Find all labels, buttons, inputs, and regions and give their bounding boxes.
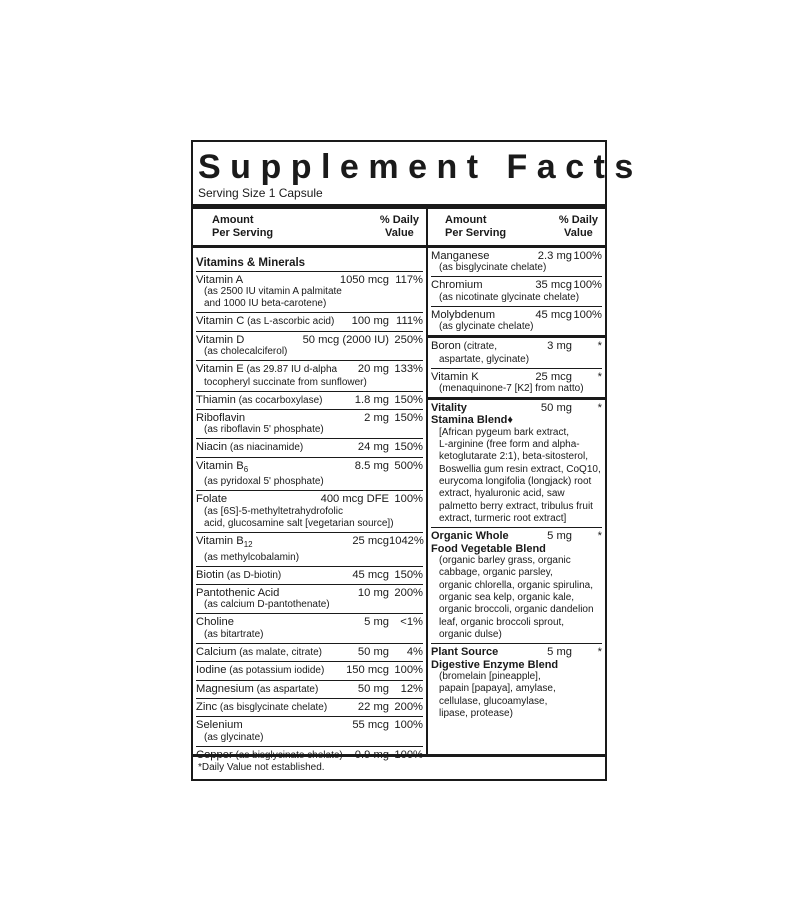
nutrient-dv: * <box>597 370 602 383</box>
blend-dv: * <box>597 402 602 415</box>
nutrient-label: Chromium <box>431 279 483 292</box>
blend-ingredient-line: cellulase, glucoamylase, <box>439 695 548 707</box>
footnote: *Daily Value not established. <box>198 762 325 773</box>
nutrient-dv: 4% <box>406 645 423 658</box>
nutrient-source: tocopheryl succinate from sunflower) <box>204 376 367 388</box>
nutrient-row <box>431 369 602 397</box>
blends <box>431 400 602 722</box>
nutrient-name <box>196 315 352 328</box>
blend-ingredient-line: leaf, organic broccoli sprout, <box>439 616 565 628</box>
nutrient-label: Vitamin A <box>196 274 244 286</box>
nutrient-line <box>196 646 423 659</box>
nutrient-amount: 2.3 mg <box>537 250 572 262</box>
nutrient-label: Riboflavin <box>196 412 246 425</box>
blend-ingredient-line: extract, hyaluronic acid, saw <box>439 488 565 500</box>
nutrient-row <box>196 491 423 532</box>
nutrient-row <box>196 313 423 331</box>
nutrient-dv: 100% <box>394 719 423 732</box>
nutrient-dv: 150% <box>394 568 423 581</box>
nutrient-note: (as cocarboxylase) <box>235 394 323 406</box>
nutrient-dv: 111% <box>396 315 423 328</box>
nutrient-amount: 20 mg <box>357 363 389 376</box>
nutrient-name <box>196 664 346 677</box>
nutrient-name <box>196 616 364 628</box>
nutrient-dv: 200% <box>394 586 423 599</box>
blend-name: Organic Whole <box>431 530 509 543</box>
nutrient-subscript: 6 <box>243 465 249 475</box>
nutrient-line <box>196 569 423 582</box>
nutrient-line <box>196 664 423 677</box>
nutrient-label: Molybdenum <box>431 308 496 321</box>
left-rows <box>196 272 423 764</box>
nutrient-dv: 150% <box>394 412 423 425</box>
nutrient-label: Vitamin B <box>196 459 244 472</box>
nutrient-line <box>431 340 602 353</box>
nutrient-amount: 35 mcg <box>535 279 572 292</box>
nutrient-row <box>196 533 423 567</box>
nutrient-note: (as malate, citrate) <box>236 646 323 658</box>
blend-ingredient-line: organic dulse) <box>439 628 502 640</box>
nutrient-dv: 133% <box>394 363 423 376</box>
nutrient-note: (as potassium iodide) <box>226 665 325 677</box>
nutrient-line <box>431 371 602 383</box>
nutrient-dv: 12% <box>400 682 423 695</box>
nutrient-amount: 25 mcg <box>352 534 389 547</box>
nutrient-row <box>196 332 423 361</box>
nutrient-label: Selenium <box>196 719 243 732</box>
nutrient-dv: 100% <box>394 493 423 506</box>
nutrient-line <box>196 334 423 346</box>
nutrient-line <box>196 683 423 696</box>
blend-name-line2: Stamina Blend♦ <box>431 414 514 427</box>
nutrient-amount: 50 mcg (2000 IU) <box>302 333 389 346</box>
blend-name: Vitality <box>431 402 467 415</box>
nutrient-dv: <1% <box>400 616 423 629</box>
nutrient-dv: 1042% <box>389 534 424 547</box>
blend-row <box>431 400 602 528</box>
nutrient-row <box>196 272 423 313</box>
nutrient-line <box>196 460 423 477</box>
nutrient-row <box>196 458 423 492</box>
nutrient-label: Choline <box>196 616 234 629</box>
nutrient-dv: 200% <box>394 700 423 713</box>
nutrient-row <box>431 277 602 306</box>
nutrient-line <box>196 412 423 424</box>
nutrient-amount: 2 mg <box>364 412 389 425</box>
nutrient-line <box>196 587 423 599</box>
nutrient-dv: 100% <box>573 250 602 262</box>
column-header: Amount Per Serving % Daily Value <box>212 214 419 239</box>
nutrient-label: Folate <box>196 493 228 506</box>
nutrient-line <box>196 441 423 454</box>
nutrient-name <box>431 371 535 383</box>
nutrient-amount: 10 mg <box>357 586 389 599</box>
nutrient-subscript: 12 <box>243 540 253 550</box>
blend-dv: * <box>597 646 602 659</box>
nutrient-name <box>431 279 535 291</box>
nutrient-line <box>431 279 602 291</box>
nutrient-name <box>196 535 352 552</box>
nutrient-row <box>431 307 602 335</box>
nutrient-label: Pantothenic Acid <box>196 586 280 599</box>
blend-ingredient-line: eurycoma longifolia (longjack) root <box>439 476 592 488</box>
nutrient-name <box>431 309 535 321</box>
nutrient-line <box>196 535 423 552</box>
nutrient-name <box>196 719 352 731</box>
nutrient-dv: 150% <box>394 393 423 406</box>
nutrient-line <box>196 701 423 714</box>
nutrient-name <box>196 493 321 505</box>
column-header-right: Amount Per Serving % Daily Value <box>445 214 598 239</box>
nutrient-note: (as bisglycinate chelate) <box>217 701 328 713</box>
nutrient-line <box>196 616 423 628</box>
nutrient-dv: 100% <box>394 664 423 677</box>
blend-ingredient-line: (bromelain [pineapple], <box>439 670 541 682</box>
right-column <box>428 209 605 754</box>
blend-ingredient-line: lipase, protease) <box>439 707 513 719</box>
blend-line <box>431 646 602 658</box>
nutrient-row <box>196 392 423 410</box>
nutrient-source: aspartate, glycinate) <box>439 353 530 365</box>
nutrient-amount: 1050 mcg <box>339 274 389 286</box>
nutrient-dv: 250% <box>394 333 423 346</box>
section-heading: Vitamins & Minerals <box>196 248 423 272</box>
blend-ingredient-line: papain [papaya], amylase, <box>439 683 556 695</box>
blend-ingredient-line: extract, turmeric root extract] <box>439 512 567 524</box>
nutrient-label: Zinc <box>196 700 218 713</box>
nutrient-label: Niacin <box>196 441 228 454</box>
nutrient-amount: 50 mg <box>357 645 389 658</box>
nutrient-row <box>196 717 423 746</box>
blend-ingredient-line: cabbage, organic parsley, <box>439 567 553 579</box>
nutrient-amount: 45 mcg <box>535 308 572 321</box>
nutrient-line <box>431 309 602 321</box>
nutrient-name <box>431 250 538 262</box>
nutrient-label: Magnesium <box>196 682 254 695</box>
blend-ingredient-line: organic chlorella, organic spirulina, <box>439 579 593 591</box>
nutrient-label: Iodine <box>196 664 227 677</box>
nutrient-note: (as niacinamide) <box>227 442 304 454</box>
right-rows <box>431 248 602 400</box>
nutrient-row <box>431 248 602 277</box>
nutrient-label: Manganese <box>431 250 490 262</box>
nutrient-dv: 100% <box>573 308 602 321</box>
nutrient-name <box>196 412 364 424</box>
nutrient-name <box>196 460 355 477</box>
nutrient-label: Vitamin K <box>431 370 479 383</box>
blend-ingredient-line: organic broccoli, organic dandelion <box>439 604 594 616</box>
nutrient-line <box>196 394 423 407</box>
panel-title: Supplement Facts <box>198 148 643 186</box>
nutrient-line <box>196 719 423 731</box>
nutrient-amount: 8.5 mg <box>354 459 389 472</box>
nutrient-dv: 100% <box>573 279 602 292</box>
serving-size: Serving Size 1 Capsule <box>198 186 323 200</box>
footer-rule <box>193 754 605 757</box>
nutrient-source: acid, glucosamine salt [vegetarian source]) <box>204 517 394 529</box>
nutrient-label: Vitamin B <box>196 534 244 547</box>
blend-line <box>431 402 602 414</box>
nutrient-name <box>196 363 358 376</box>
nutrient-row <box>196 699 423 717</box>
nutrient-amount: 400 mcg DFE <box>320 493 389 506</box>
nutrient-line <box>196 274 423 286</box>
nutrient-name <box>196 274 340 286</box>
nutrient-row <box>431 338 602 368</box>
nutrient-source: (as [6S]-5-methyltetrahydrofolic <box>204 505 343 517</box>
nutrient-amount: 3 mg <box>547 340 572 353</box>
nutrient-source: (menaquinone-7 [K2] from natto) <box>439 383 584 395</box>
nutrient-name <box>196 569 352 582</box>
nutrient-source: and 1000 IU beta-carotene) <box>204 298 327 310</box>
nutrient-line <box>196 363 423 376</box>
nutrient-line <box>196 493 423 505</box>
nutrient-dv: 117% <box>395 274 423 286</box>
nutrient-name <box>196 683 358 696</box>
blend-ingredient-line: ketoglutarate 2:1), beta-sitosterol, <box>439 451 588 463</box>
nutrient-label: Vitamin C <box>196 315 245 328</box>
left-column <box>193 209 426 754</box>
nutrient-label: Vitamin D <box>196 333 245 346</box>
blend-amount: 5 mg <box>547 646 572 659</box>
nutrient-source: (as bisglycinate chelate) <box>439 262 547 274</box>
nutrient-source: (as 2500 IU vitamin A palmitate <box>204 286 342 298</box>
nutrient-row <box>196 439 423 457</box>
nutrient-label: Calcium <box>196 645 237 658</box>
nutrient-name <box>431 340 547 353</box>
nutrient-amount: 25 mcg <box>535 370 572 383</box>
nutrient-line <box>196 315 423 328</box>
blend-ingredient-line: organic sea kelp, organic kale, <box>439 591 575 603</box>
nutrient-row <box>196 614 423 643</box>
blend-ingredient-line: (organic barley grass, organic <box>439 555 571 567</box>
nutrient-label: Thiamin <box>196 393 236 406</box>
nutrient-name <box>196 441 358 454</box>
nutrient-label: Boron <box>431 340 461 353</box>
nutrient-note: (as 29.87 IU d-alpha <box>243 364 338 376</box>
nutrient-source: (as glycinate) <box>204 731 264 743</box>
nutrient-label: Biotin <box>196 568 224 581</box>
nutrient-amount: 1.8 mg <box>354 393 389 406</box>
nutrient-source: (as calcium D-pantothenate) <box>204 599 330 611</box>
blend-ingredient-line: [African pygeum bark extract, <box>439 426 570 438</box>
supplement-facts-panel <box>191 140 643 781</box>
nutrient-source: (as riboflavin 5' phosphate) <box>204 424 324 436</box>
nutrient-name <box>196 587 358 599</box>
blend-ingredient-line: Boswellia gum resin extract, CoQ10, <box>439 463 601 475</box>
blend-amount: 5 mg <box>547 530 572 543</box>
nutrient-source: (as bitartrate) <box>204 628 264 640</box>
blend-line <box>431 530 602 542</box>
blend-row <box>431 528 602 644</box>
nutrient-row <box>196 585 423 614</box>
blend-row <box>431 644 602 722</box>
nutrient-name <box>196 701 358 714</box>
nutrient-row <box>196 644 423 662</box>
nutrient-note: (as D-biotin) <box>224 569 282 581</box>
nutrient-source: (as nicotinate glycinate chelate) <box>439 291 580 303</box>
blend-ingredient-line: L-arginine (free form and alpha- <box>439 439 580 451</box>
nutrient-row <box>196 662 423 680</box>
nutrient-name <box>196 646 358 659</box>
nutrient-note: (citrate, <box>460 341 497 353</box>
blend-name: Plant Source <box>431 646 499 659</box>
blend-dv: * <box>597 530 602 543</box>
nutrient-line <box>431 250 602 262</box>
nutrient-amount: 150 mcg <box>346 664 389 677</box>
nutrient-note: (as L-ascorbic acid) <box>244 316 335 328</box>
nutrient-source: (as glycinate chelate) <box>439 321 534 333</box>
nutrient-label: Vitamin E <box>196 363 244 376</box>
blend-ingredient-line: palmetto berry extract, tribulus fruit <box>439 500 593 512</box>
nutrient-row <box>196 681 423 699</box>
nutrient-row <box>196 410 423 439</box>
nutrient-name <box>196 394 355 407</box>
blend-amount: 50 mg <box>540 402 572 415</box>
nutrient-amount: 100 mg <box>351 315 389 328</box>
nutrient-amount: 55 mcg <box>352 719 389 732</box>
nutrient-dv: * <box>597 340 602 353</box>
nutrient-row <box>196 361 423 391</box>
nutrient-amount: 24 mg <box>357 441 389 454</box>
nutrient-note: (as aspartate) <box>253 683 319 695</box>
blend-name-line2: Food Vegetable Blend <box>431 542 546 555</box>
nutrient-row <box>196 567 423 585</box>
nutrient-dv: 500% <box>394 459 423 472</box>
blend-name-line2: Digestive Enzyme Blend <box>431 658 559 671</box>
nutrient-amount: 22 mg <box>357 700 389 713</box>
nutrient-source: (as cholecalciferol) <box>204 346 288 358</box>
nutrient-amount: 45 mcg <box>352 568 389 581</box>
nutrient-name <box>196 334 303 346</box>
nutrient-amount: 5 mg <box>364 616 389 629</box>
nutrient-source: (as methylcobalamin) <box>204 551 300 563</box>
nutrient-amount: 50 mg <box>357 682 389 695</box>
nutrient-dv: 150% <box>394 441 423 454</box>
nutrient-source: (as pyridoxal 5' phosphate) <box>204 476 324 488</box>
